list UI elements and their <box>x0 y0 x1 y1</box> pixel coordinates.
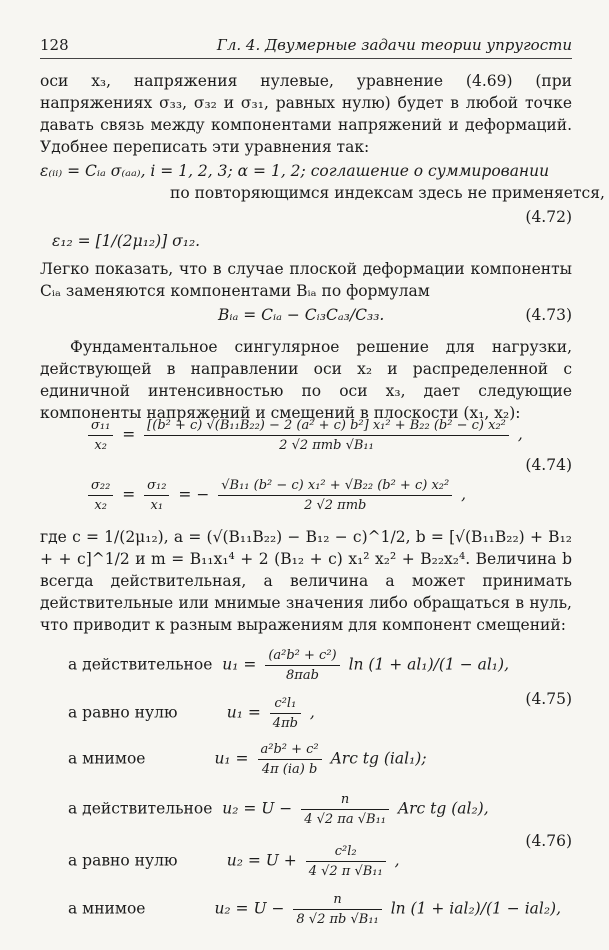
eq-4-76-number: (4.76) <box>525 832 572 850</box>
tail: ln (1 + al₁)/(1 − al₁), <box>348 655 509 674</box>
sigma11-over-x2 <box>88 418 113 453</box>
tail: , <box>394 851 400 870</box>
frac-numerator: σ₁₂ <box>144 478 169 496</box>
frac-denominator: x₂ <box>94 438 107 453</box>
eq-4-73-number: (4.73) <box>525 306 572 324</box>
eq-4-76-row1 <box>68 792 489 827</box>
eq-4-75-row3 <box>68 742 427 777</box>
frac-numerator: (a²b² + c²) <box>265 648 339 666</box>
equals-minus: = − <box>178 485 210 504</box>
frac-numerator: [(b² + c) √(B₁₁B₂₂) − 2 (a² + c) b²] x₁² + B₂₂ (b² − c) x₂² <box>144 418 509 436</box>
fraction <box>301 792 389 827</box>
frac-numerator: σ₁₁ <box>88 418 113 436</box>
sigma12-over-x1 <box>144 478 169 513</box>
fraction <box>265 648 339 683</box>
frac-denominator: 2 √2 πmb <box>304 498 367 513</box>
frac-numerator: a²b² + c² <box>258 742 322 760</box>
case-label: a действительное <box>68 655 213 674</box>
tail: ln (1 + ial₂)/(1 − ial₂), <box>390 899 562 918</box>
comma: , <box>517 425 523 444</box>
rhs-fraction <box>144 418 509 453</box>
tail: Arc tg (ial₁); <box>330 749 427 768</box>
eq-4-76-row3 <box>68 892 561 927</box>
frac-denominator: 4 √2 πa √B₁₁ <box>304 812 386 827</box>
eq-4-75-number: (4.75) <box>525 690 572 708</box>
header-rule <box>40 58 572 59</box>
fraction <box>270 696 301 731</box>
frac-denominator: 4πb <box>272 716 298 731</box>
tail: Arc tg (al₂), <box>397 799 489 818</box>
lhs: u₁ = <box>222 655 257 674</box>
equals-sign: = <box>122 425 136 444</box>
lhs: u₂ = U − <box>222 799 293 818</box>
sigma22-over-x2 <box>88 478 113 513</box>
tail: , <box>309 703 315 722</box>
eq-4-72-line1: ε₍ᵢᵢ₎ = Cᵢₐ σ₍ₐₐ₎, i = 1, 2, 3; α = 1, 2; соглашение о суммировании <box>40 162 550 180</box>
eq-4-72-line3: ε₁₂ = [1/(2μ₁₂)] σ₁₂. <box>52 232 201 250</box>
case-label: a мнимое <box>68 749 146 768</box>
eq-4-75-row1 <box>68 648 509 683</box>
frac-numerator: c²l₁ <box>270 696 301 714</box>
eq-4-73-formula: Bᵢₐ = Cᵢₐ − Cᵢ₃Cₐ₃/C₃₃. <box>218 306 385 324</box>
frac-denominator: 2 √2 πmb √B₁₁ <box>279 438 374 453</box>
comma: , <box>461 485 467 504</box>
chapter-title: Гл. 4. Двумерные задачи теории упругости <box>216 36 572 54</box>
frac-numerator: σ₂₂ <box>88 478 113 496</box>
frac-denominator: x₂ <box>94 498 107 513</box>
frac-numerator: c²l₂ <box>306 844 386 862</box>
paragraph-4: где c = 1/(2μ₁₂), a = (√(B₁₁B₂₂) − B₁₂ − c)^1/2, b = [√(B₁₁B₂₂) + B₁₂ + + c]^1/2 и m = B₁₁x₁⁴ + 2 (B₁₂ + c) x₁² x₂² + B₂₂x₂⁴. Величина b всегда действительная, а величина a может принимать действительные или мнимые значения либо обращаться в нуль, что приводит к разным выражениям для компонент смещений: <box>40 528 572 634</box>
eq-4-74-line1 <box>84 418 523 453</box>
frac-denominator: 8 √2 πb √B₁₁ <box>296 912 379 927</box>
eq-4-74-line2 <box>84 478 466 513</box>
frac-denominator: 4 √2 π √B₁₁ <box>308 864 383 879</box>
case-label: a равно нулю <box>68 851 178 870</box>
eq-4-75-row2 <box>68 696 315 731</box>
case-label: a равно нулю <box>68 703 178 722</box>
eq-4-74-number: (4.74) <box>525 456 572 474</box>
paragraph-2: Легко показать, что в случае плоской деформации компоненты Cᵢₐ заменяются компонентами Bᵢₐ по формулам <box>40 260 572 300</box>
frac-denominator: x₁ <box>150 498 164 513</box>
page-number: 128 <box>40 36 69 54</box>
equals-sign: = <box>122 485 136 504</box>
frac-numerator: n <box>301 792 389 810</box>
case-label: a действительное <box>68 799 213 818</box>
eq-4-72-line2: по повторяющимся индексам здесь не применяется, <box>170 184 605 202</box>
frac-numerator: n <box>293 892 381 910</box>
lhs: u₂ = U − <box>214 899 285 918</box>
rhs-fraction <box>218 478 452 513</box>
frac-denominator: 4π (ia) b <box>261 762 318 777</box>
frac-numerator: √B₁₁ (b² − c) x₁² + √B₂₂ (b² + c) x₂² <box>218 478 452 496</box>
lhs: u₁ = <box>214 749 249 768</box>
frac-denominator: 8πab <box>286 668 319 683</box>
case-label: a мнимое <box>68 899 146 918</box>
lhs: u₁ = <box>226 703 261 722</box>
fraction <box>306 844 386 879</box>
eq-4-72-number: (4.72) <box>525 208 572 226</box>
paragraph-3: Фундаментальное сингулярное решение для нагрузки, действующей в направлении оси x₂ и распределенной с единичной интенсивностью по оси x₃, дает следующие компоненты напряжений и смещений в плоскости (x₁, x₂): <box>40 338 572 422</box>
paragraph-1: оси x₃, напряжения нулевые, уравнение (4.69) (при напряжениях σ₃₃, σ₃₂ и σ₃₁, равных нулю) будет в любой точке давать связь между компонентами напряжений и деформаций. Удобнее переписать эти уравнения так: <box>40 72 572 156</box>
lhs: u₂ = U + <box>226 851 297 870</box>
fraction <box>258 742 322 777</box>
fraction <box>293 892 381 927</box>
eq-4-76-row2 <box>68 844 400 879</box>
